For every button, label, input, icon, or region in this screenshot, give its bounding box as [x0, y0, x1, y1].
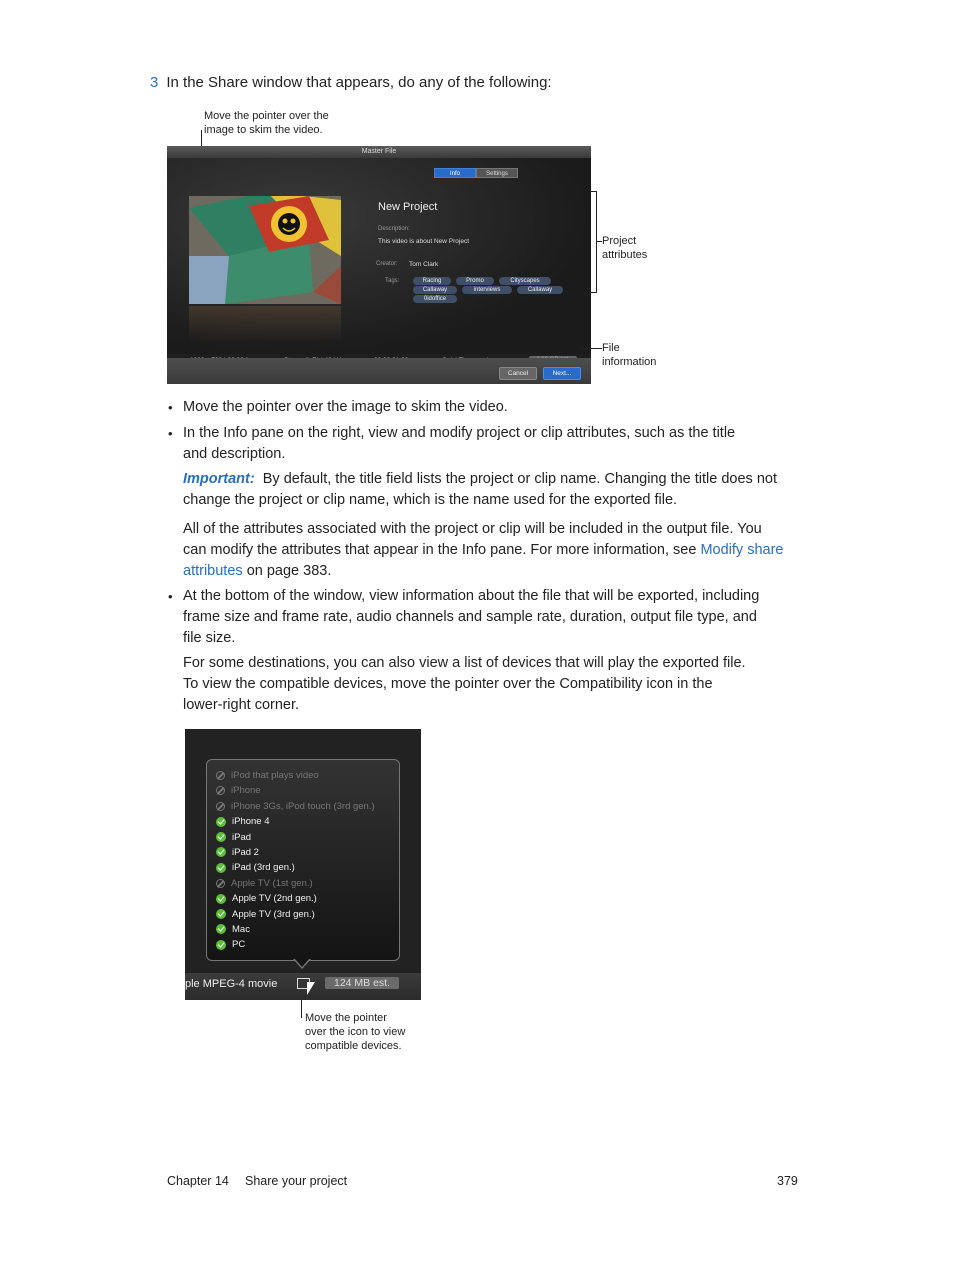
device-item — [216, 938, 245, 952]
callout-skim — [204, 109, 329, 137]
bullet-3-line2: frame size and frame rate, audio channels and sample rate, duration, output file type, and — [183, 609, 757, 625]
compat-info-bar — [185, 973, 421, 1000]
callout-project — [602, 234, 647, 262]
compatibility-panel — [185, 729, 421, 1000]
prohibited-icon — [216, 786, 225, 795]
device-item — [216, 831, 251, 845]
share-window-title: Master File — [167, 146, 591, 158]
callout-project-line1: Project — [602, 235, 637, 247]
device-item — [216, 908, 315, 922]
file-callout-leader — [582, 348, 602, 349]
info-tabs — [434, 168, 518, 178]
footer-chapter: Chapter 14 — [167, 1174, 229, 1188]
tab-info[interactable]: Info — [434, 168, 476, 178]
footer-section-link[interactable]: Share your project — [245, 1174, 348, 1188]
destinations-paragraph — [183, 653, 746, 716]
attributes-line1: All of the attributes associated with the project or clip will be included in the output file. You — [183, 521, 762, 537]
important-note — [183, 469, 777, 511]
checkmark-icon — [216, 909, 226, 919]
device-item — [216, 769, 319, 783]
compat-file-type: ple MPEG-4 movie — [185, 978, 278, 990]
attributes-paragraph — [183, 519, 783, 582]
tag[interactable]: interviews — [462, 286, 512, 294]
share-window-body — [167, 158, 591, 354]
callout-compat — [305, 1011, 405, 1053]
callout-skim-line2: image to skim the video. — [204, 124, 323, 136]
device-name: iPad (3rd gen.) — [232, 862, 295, 874]
callout-compat-line2: over the icon to view — [305, 1026, 406, 1038]
thumbnail-reflection — [189, 306, 341, 342]
project-title[interactable]: New Project — [378, 201, 438, 213]
next-button[interactable]: Next... — [543, 367, 581, 380]
share-window — [167, 146, 591, 384]
prohibited-icon — [216, 802, 225, 811]
device-name: Mac — [232, 924, 250, 935]
modify-share-attributes-link[interactable]: Modify share — [700, 542, 784, 558]
device-item — [216, 892, 317, 906]
device-item — [216, 815, 270, 829]
device-name: iPhone 4 — [232, 816, 270, 828]
destinations-line3: lower-right corner. — [183, 697, 300, 713]
device-name: Apple TV (2nd gen.) — [232, 893, 317, 905]
checkmark-icon — [216, 847, 226, 857]
callout-compat-line3: compatible devices. — [305, 1040, 402, 1052]
destinations-line2: To view the compatible devices, move the pointer over the Compatibility icon in the — [183, 676, 713, 692]
device-name: Apple TV (3rd gen.) — [232, 908, 315, 920]
important-line1: By default, the title field lists the project or clip name. Changing the title does not — [262, 471, 777, 487]
device-name: iPod that plays video — [231, 770, 319, 781]
pointer-cursor-icon — [307, 982, 315, 995]
device-item — [216, 800, 375, 814]
device-item — [216, 923, 250, 937]
bullet-marker: • — [168, 426, 173, 441]
tags-label: Tags: — [385, 278, 400, 284]
callout-compat-leader — [301, 1000, 302, 1018]
callout-file-line1: File — [602, 342, 620, 354]
tag[interactable]: Promo — [456, 277, 494, 285]
checkmark-icon — [216, 894, 226, 904]
popup-arrow-inner — [294, 958, 310, 967]
bullet-marker: • — [168, 400, 173, 415]
callout-compat-line1: Move the pointer — [305, 1012, 387, 1024]
device-name: iPad — [232, 831, 252, 843]
description-label: Description: — [378, 226, 410, 232]
callout-file — [602, 341, 656, 369]
cancel-button[interactable]: Cancel — [499, 367, 537, 380]
checkmark-icon — [216, 817, 226, 827]
device-name: iPhone 3Gs, iPod touch (3rd gen.) — [231, 800, 375, 812]
checkmark-icon — [216, 832, 226, 842]
device-name: PC — [232, 939, 246, 951]
bullet-3-line1: At the bottom of the window, view information about the file that will be exported, including — [183, 588, 760, 604]
creator-value[interactable]: Tom Clark — [409, 261, 439, 268]
device-name: iPad 2 — [232, 847, 259, 858]
creator-label: Creator: — [376, 261, 398, 267]
device-name: iPhone — [231, 785, 261, 797]
page-number: 379 — [777, 1174, 798, 1188]
checkmark-icon — [216, 863, 226, 873]
bullet-2 — [183, 423, 735, 465]
device-item — [216, 861, 295, 875]
tag[interactable]: Cityscapes — [499, 277, 551, 285]
prohibited-icon — [216, 771, 225, 780]
step-heading — [150, 74, 552, 91]
bullet-2-line2: and description. — [183, 446, 286, 462]
device-item — [216, 877, 313, 891]
device-name: Apple TV (1st gen.) — [231, 877, 313, 889]
destinations-line1: For some destinations, you can also view a list of devices that will play the exported file. — [183, 655, 746, 671]
bullet-3 — [183, 586, 759, 649]
tag[interactable]: 0idoffice — [413, 295, 457, 303]
callout-skim-line1: Move the pointer over the — [204, 110, 329, 122]
attributes-line2: can modify the attributes that appear in the Info pane. For more information, see — [183, 542, 697, 558]
callout-project-line2: attributes — [602, 249, 648, 261]
project-attributes-bracket — [590, 191, 597, 293]
checkmark-icon — [216, 924, 226, 934]
callout-file-line2: information — [602, 356, 657, 368]
tag[interactable]: Racing — [413, 277, 451, 285]
prohibited-icon — [216, 879, 225, 888]
tab-settings[interactable]: Settings — [476, 168, 518, 178]
compat-file-size: 124 MB est. — [325, 977, 399, 989]
device-item — [216, 784, 261, 798]
tag[interactable]: Callaway — [517, 286, 563, 294]
device-item — [216, 846, 259, 860]
bullet-1: Move the pointer over the image to skim the video. — [183, 399, 508, 415]
video-thumbnail[interactable] — [189, 196, 341, 304]
description-value[interactable]: This video is about New Project — [378, 238, 470, 245]
attributes-line3: on page 383. — [246, 563, 332, 579]
important-line2: change the project or clip name, which is the name used for the exported file. — [183, 492, 678, 508]
important-label: Important: — [183, 471, 255, 487]
share-window-buttons — [167, 358, 591, 384]
bullet-marker: • — [168, 589, 173, 604]
bullet-2-line1: In the Info pane on the right, view and modify project or clip attributes, such as the title — [183, 425, 736, 441]
step-text: In the Share window that appears, do any of the following: — [166, 74, 552, 91]
bullet-3-line3: file size. — [183, 630, 236, 646]
checkmark-icon — [216, 940, 226, 950]
modify-share-attributes-link-cont[interactable]: attributes — [183, 563, 243, 579]
tag[interactable]: Callaway — [413, 286, 457, 294]
step-number: 3 — [150, 74, 159, 91]
